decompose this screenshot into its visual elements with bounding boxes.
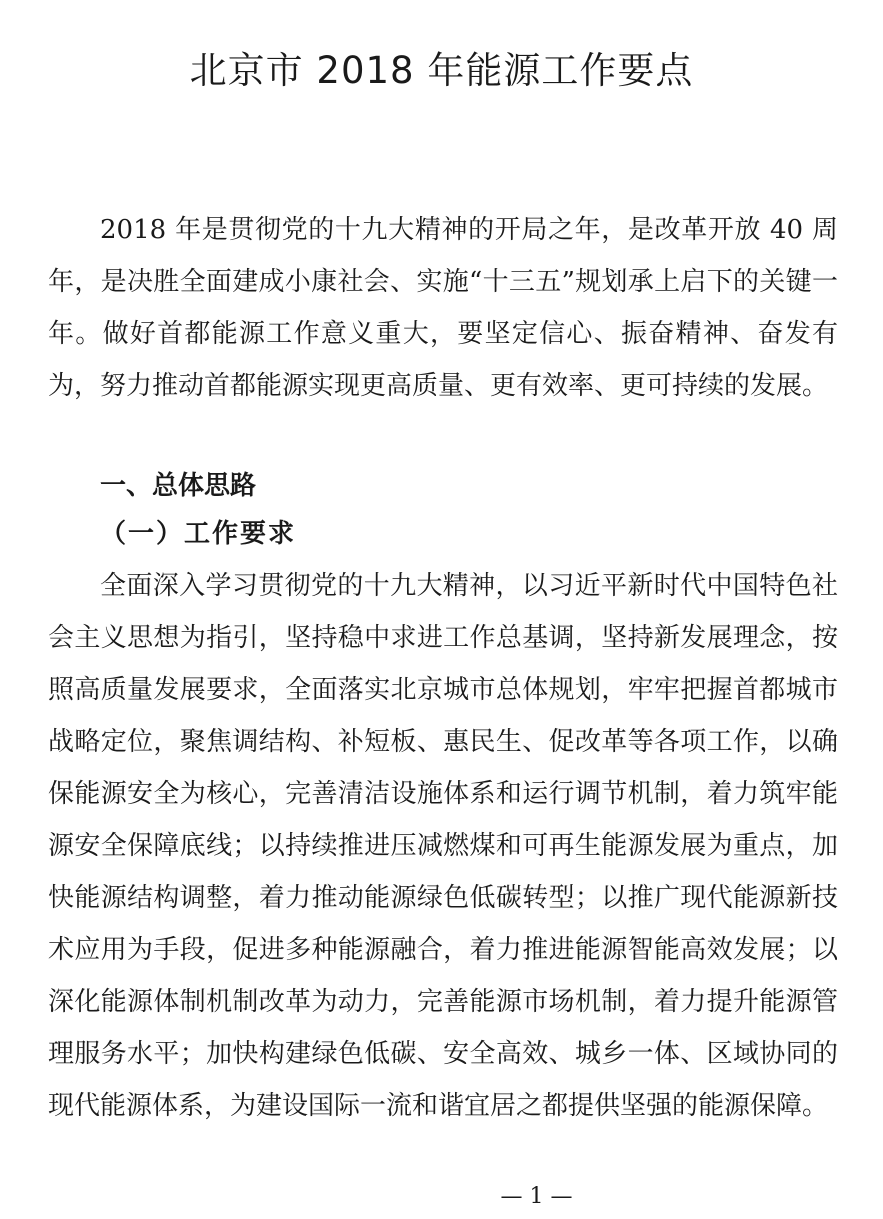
intro-paragraph: 2018 年是贯彻党的十九大精神的开局之年，是改革开放 40 周年，是决胜全面建成小康社会、实施“十三五”规划承上启下的关键一年。做好首都能源工作意义重大，要坚定信心、振奋精神、奋发有为，努力推动首都能源实现更高质量、更有效率、更可持续的发展。: [48, 215, 838, 401]
page-number: — 1 —: [500, 1184, 573, 1209]
requirements-paragraph: 全面深入学习贯彻党的十九大精神，以习近平新时代中国特色社会主义思想为指引，坚持稳中求进工作总基调，坚持新发展理念，按照高质量发展要求，全面落实北京城市总体规划，牢牢把握首都城市战略定位，聚焦调结构、补短板、惠民生、促改革等各项工作，以确保能源安全为核心，完善清洁设施体系和运行调节机制，着力筑牢能源安全保障底线；以持续推进压减燃煤和可再生能源发展为重点，加快能源结构调整，着力推动能源绿色低碳转型；以推广现代能源新技术应用为手段，促进多种能源融合，着力推进能源智能高效发展；以深化能源体制机制改革为动力，完善能源市场机制，着力提升能源管理服务水平；加快构建绿色低碳、安全高效、城乡一体、区域协同的现代能源体系，为建设国际一流和谐宜居之都提供坚强的能源保障。: [48, 571, 838, 1121]
document-title: 北京市 2018 年能源工作要点: [189, 49, 694, 92]
section-heading: 一、总体思路: [100, 471, 257, 501]
subsection-heading: （一）工作要求: [100, 519, 297, 549]
